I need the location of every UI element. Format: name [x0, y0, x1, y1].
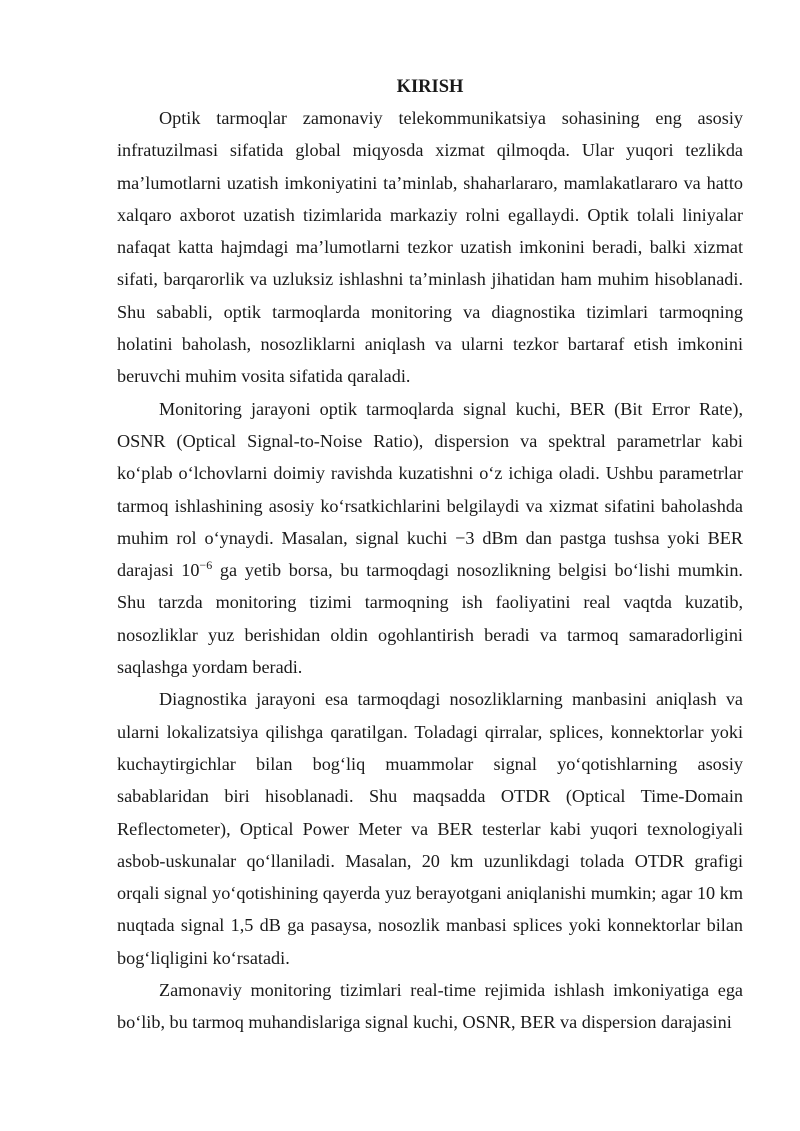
paragraph-2 — [117, 393, 743, 684]
ber-exponent: −6 — [199, 558, 213, 573]
section-title: KIRISH — [396, 77, 464, 97]
document-page — [117, 72, 743, 1039]
paragraph-2-text-after: ga yetib borsa, bu tarmoqdagi nosozlikning belgisi bo‘lishi mumkin. Shu tarzda monitoring tizimi tarmoqning ish faoliyatini real vaqtda kuzatib, nosozliklar yuz berishidan oldin ogohlantirish beradi va tarmoq samaradorligini saqlashga yordam beradi. — [117, 560, 743, 678]
paragraph-4: Zamonaviy monitoring tizimlari real-time rejimida ishlash imkoniyatiga ega bo‘lib, bu tarmoq muhandislariga signal kuchi, OSNR, BER va dispersion darajasini — [117, 980, 743, 1033]
paragraph-1: Optik tarmoqlar zamonaviy telekommunikatsiya sohasining eng asosiy infratuzilmasi sifatida global miqyosda xizmat qilmoqda. Ular yuqori tezlikda ma’lumotlarni uzatish imkoniyatini ta’minlab, shaharlararo, mamlakatlararo va hatto xalqaro axborot uzatish tizimlarida markaziy rolni egallaydi. Optik tolali liniyalar nafaqat katta hajmdagi ma’lumotlarni tezkor uzatish imkonini beradi, balki xizmat sifati, barqarorlik va uzluksiz ishlashni ta’minlash jihatidan ham muhim hisoblanadi. Shu sababli, optik tarmoqlarda monitoring va diagnostika tizimlari tarmoqning holatini baholash, nosozliklarni aniqlash va ularni tezkor bartaraf etish imkonini beruvchi muhim vosita sifatida qaraladi. — [117, 108, 743, 387]
paragraph-3: Diagnostika jarayoni esa tarmoqdagi nosozliklarning manbasini aniqlash va ularni lokalizatsiya qilishga qaratilgan. Toladagi qirralar, splices, konnektorlar yoki kuchaytirgichlar bilan bog‘liq muammolar signal yo‘qotishlarning asosiy sabablaridan biri hisoblanadi. Shu maqsadda OTDR (Optical Time-Domain Reflectometer), Optical Power Meter va BER testerlar kabi yuqori texnologiyali asbob-uskunalar qo‘llaniladi. Masalan, 20 km uzunlikdagi tolada OTDR grafigi orqali signal yo‘qotishining qayerda yuz berayotgani aniqlanishi mumkin; agar 10 km nuqtada signal 1,5 dB ga pasaysa, nosozlik manbasi splices yoki konnektorlar bilan bog‘liqligini ko‘rsatadi. — [117, 689, 743, 968]
paragraph-2-text-before: Monitoring jarayoni optik tarmoqlarda signal kuchi, BER (Bit Error Rate), OSNR (Optical Signal-to-Noise Ratio), dispersion va spektral parametrlar kabi ko‘plab o‘lchovlarni doimiy ravishda kuzatishni o‘z ichiga oladi. Ushbu parametrlar tarmoq ishlashining asosiy ko‘rsatkichlarini belgilaydi va xizmat sifatini baholashda muhim rol o‘ynaydi. Masalan, signal kuchi −3 dBm dan pastga tushsa yoki BER darajasi 10 — [117, 398, 743, 581]
